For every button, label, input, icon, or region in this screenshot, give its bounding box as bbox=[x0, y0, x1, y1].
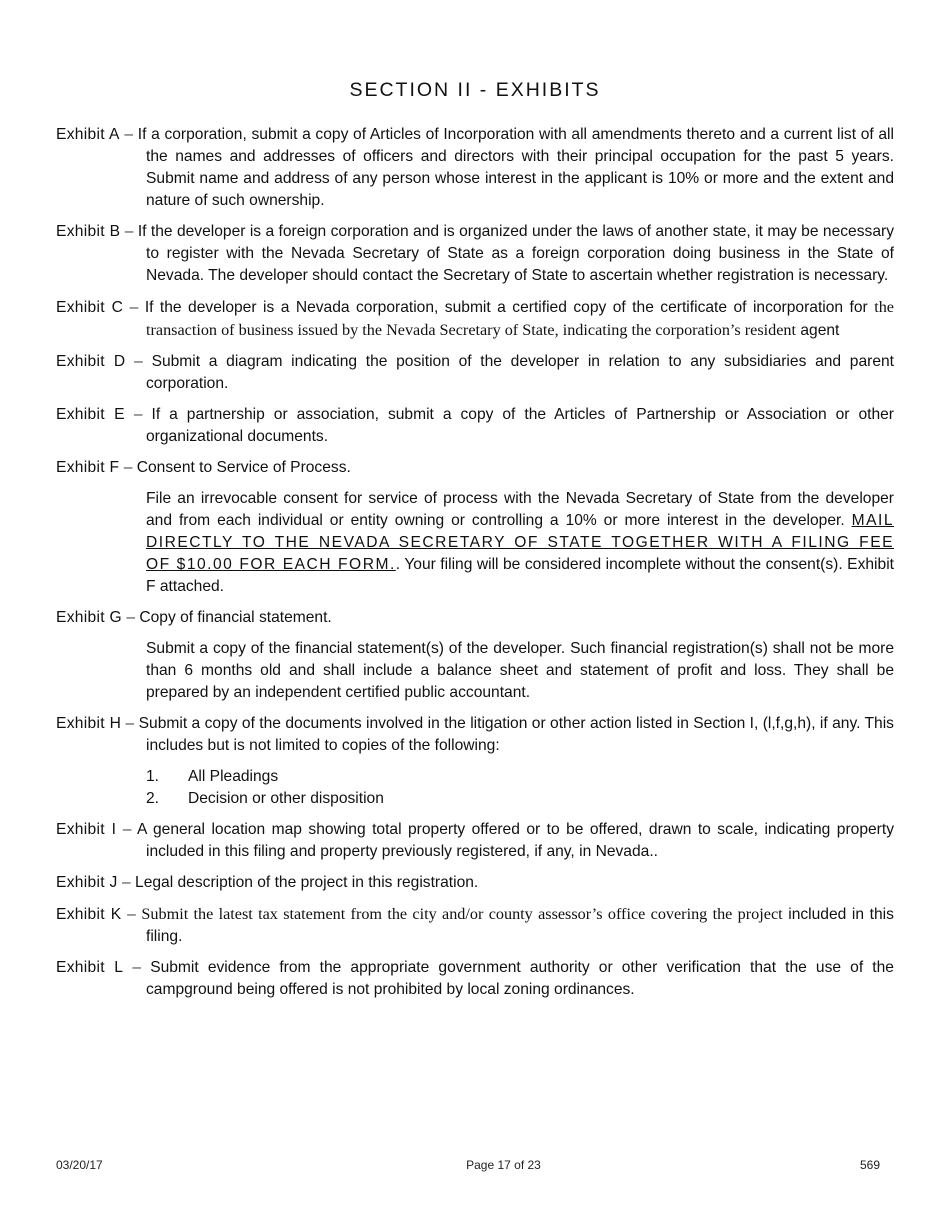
exhibit-e bbox=[56, 404, 894, 448]
detail-underlined-text: MAIL DIRECTLY TO THE NEVADA SECRETARY OF STATE TOGETHER WITH A FILING FEE OF $10.00 FOR EACH FORM. bbox=[146, 512, 894, 573]
exhibit-h-list bbox=[56, 766, 894, 810]
exhibit-label: Exhibit L bbox=[56, 959, 124, 976]
exhibit-c bbox=[56, 296, 894, 342]
exhibit-text-serif: the transaction of business issued by the Nevada Secretary of State, indicating the corporation’s resident bbox=[146, 298, 894, 339]
exhibit-g bbox=[56, 607, 894, 629]
exhibit-label: Exhibit A bbox=[56, 126, 120, 143]
exhibit-text: Consent to Service of Process. bbox=[136, 459, 351, 476]
footer-form-number: 569 bbox=[859, 1158, 880, 1172]
dash: – bbox=[129, 299, 139, 316]
footer-page-number: Page 17 of 23 bbox=[466, 1158, 541, 1172]
exhibit-d bbox=[56, 351, 894, 395]
detail-text: File an irrevocable consent for service of process with the Nevada Secretary of State from the developer and from each individual or entity owning or controlling a 10% or more interest in the developer. bbox=[146, 490, 894, 529]
exhibit-label: Exhibit I bbox=[56, 821, 117, 838]
exhibit-text: If the developer is a foreign corporation and is organized under the laws of another state, it may be necessary to register with the Nevada Secretary of State as a foreign corporation doing business in the State of Nevada. The developer should contact the Secretary of State to ascertain whether registration is necessary. bbox=[137, 223, 894, 284]
exhibit-label: Exhibit K bbox=[56, 906, 122, 923]
exhibit-text: Submit a copy of the documents involved in the litigation or other action listed in Section I, (l,f,g,h), if any. This includes but is not limited to copies of the following: bbox=[138, 715, 894, 754]
dash: – bbox=[125, 715, 135, 732]
list-number: 1. bbox=[146, 768, 160, 785]
dash: – bbox=[127, 906, 136, 923]
exhibit-b bbox=[56, 221, 894, 287]
exhibit-f-detail bbox=[56, 488, 894, 598]
detail-text: . Your filing will be considered incomplete without the consent(s). Exhibit F attached. bbox=[146, 556, 894, 595]
dash: – bbox=[126, 609, 135, 626]
exhibit-text: Submit evidence from the appropriate government authority or other verification that the use of the campground being offered is not prohibited by local zoning ordinances. bbox=[146, 959, 894, 998]
exhibit-text-serif: Submit the latest tax statement from the city and/or county assessor’s office covering the project bbox=[141, 905, 783, 923]
exhibit-text: If a partnership or association, submit a copy of the Articles of Partnership or Association or other organizational documents. bbox=[146, 406, 894, 445]
footer-date: 03/20/17 bbox=[56, 1158, 103, 1172]
exhibit-list bbox=[56, 124, 894, 1010]
exhibit-g-detail: Submit a copy of the financial statement(s) of the developer. Such financial registration(s) shall not be more than 6 months old and shall include a balance sheet and statement of profit and loss. They shall be prepared by an independent certified public accountant. bbox=[146, 640, 894, 701]
exhibit-label: Exhibit C bbox=[56, 299, 124, 316]
exhibit-label: Exhibit J bbox=[56, 874, 118, 891]
exhibit-text: Legal description of the project in this registration. bbox=[135, 874, 479, 891]
exhibit-label: Exhibit D bbox=[56, 353, 126, 370]
list-text: Decision or other disposition bbox=[188, 790, 384, 807]
list-item bbox=[146, 788, 894, 810]
dash: – bbox=[122, 821, 132, 838]
dash: – bbox=[121, 874, 131, 891]
exhibit-text: Submit a diagram indicating the position of the developer in relation to any subsidiaries and parent corporation. bbox=[146, 353, 894, 392]
list-item bbox=[146, 766, 894, 788]
exhibit-text: agent bbox=[800, 322, 840, 339]
exhibit-label: Exhibit H bbox=[56, 715, 122, 732]
exhibit-text: If a corporation, submit a copy of Articles of Incorporation with all amendments thereto and a current list of all the names and addresses of officers and directors with their principal occupation for the past 5 years. Submit name and address of any person whose interest in the applicant is 10% or more and the extent and nature of such ownership. bbox=[137, 126, 894, 209]
dash: – bbox=[134, 353, 143, 370]
exhibit-text: included in this filing. bbox=[146, 906, 894, 945]
exhibit-text: If the developer is a Nevada corporation, submit a certified copy of the certificate of incorporation for bbox=[144, 299, 868, 316]
dash: – bbox=[132, 959, 142, 976]
exhibit-i bbox=[56, 819, 894, 863]
exhibit-label: Exhibit F bbox=[56, 459, 120, 476]
exhibit-text: A general location map showing total property offered or to be offered, drawn to scale, indicating property included in this filing and property previously registered, if any, in Nevada.. bbox=[137, 821, 894, 860]
exhibit-label: Exhibit G bbox=[56, 609, 122, 626]
dash: – bbox=[123, 459, 133, 476]
page-title: SECTION II - EXHIBITS bbox=[349, 79, 601, 101]
list-number: 2. bbox=[146, 790, 160, 807]
exhibit-h bbox=[56, 713, 894, 757]
exhibit-j bbox=[56, 872, 894, 894]
dash: – bbox=[124, 126, 134, 143]
dash: – bbox=[133, 406, 143, 423]
exhibit-l bbox=[56, 957, 894, 1001]
exhibit-label: Exhibit E bbox=[56, 406, 125, 423]
exhibit-k bbox=[56, 903, 894, 948]
exhibit-f bbox=[56, 457, 894, 479]
dash: – bbox=[124, 223, 134, 240]
exhibit-a bbox=[56, 124, 894, 212]
exhibit-text: Copy of financial statement. bbox=[139, 609, 332, 626]
list-text: All Pleadings bbox=[188, 768, 279, 785]
exhibit-label: Exhibit B bbox=[56, 223, 121, 240]
